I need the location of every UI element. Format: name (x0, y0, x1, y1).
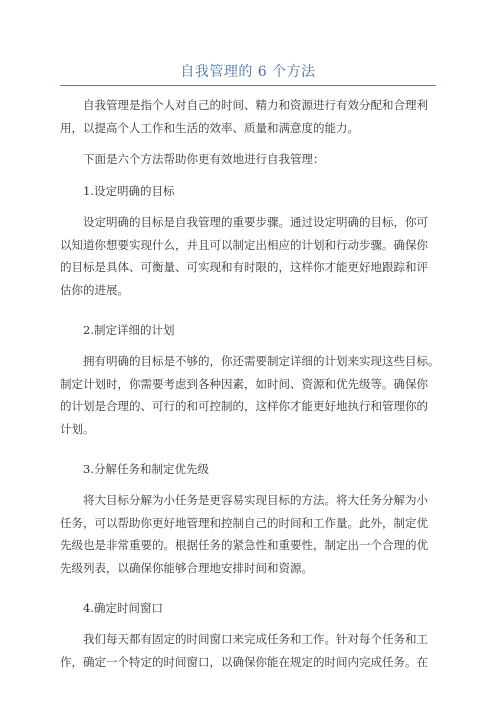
section-body-1 (60, 211, 438, 301)
intro-line: 自我管理是指个人对自己的时间、精力和资源进行有效分配和合理利 (83, 98, 428, 112)
body-line: 先级列表，以确保你能够合理地安排时间和资源。 (60, 560, 313, 575)
intro-paragraph (60, 94, 438, 139)
body-line: 计划。 (60, 421, 95, 436)
body-line: 设定明确的目标是自我管理的重要步骤。通过设定明确的目标，你可 (83, 215, 428, 229)
title-underline (60, 85, 436, 86)
body-line: 先级也是非常重要的。根据任务的紧急性和重要性，制定出一个合理的优 (60, 538, 428, 552)
body-line: 的计划是合理的、可行的和可控制的，这样你才能更好地执行和管理你的 (60, 399, 428, 413)
section-heading-4: 4.确定时间窗口 (83, 601, 163, 615)
body-line: 任务，可以帮助你更好地管理和控制自己的时间和工作量。此外，制定优 (60, 515, 428, 530)
section-heading-3: 3.分解任务和制定优先级 (83, 462, 209, 476)
section-heading-1: 1.设定明确的目标 (83, 184, 175, 198)
body-line: 以知道你想要实现什么，并且可以制定出相应的计划和行动步骤。确保你 (60, 237, 428, 252)
document-title: 自我管理的 6 个方法 (180, 64, 316, 80)
intro-line: 用，以提高个人工作和生活的效率、质量和满意度的能力。 (60, 120, 359, 135)
lead-paragraph (60, 148, 438, 171)
section-body-4 (60, 628, 438, 673)
body-line: 制定计划时，你需要考虑到各种因素，如时间、资源和优先级等。确保你 (60, 376, 428, 391)
lead-line: 下面是六个方法帮助你更有效地进行自我管理： (83, 152, 325, 166)
section-body-3 (60, 489, 438, 579)
section-body-2 (60, 350, 438, 440)
body-line: 估你的进展。 (60, 282, 129, 297)
body-line: 将大目标分解为小任务是更容易实现目标的方法。将大任务分解为小 (83, 493, 428, 507)
body-line: 作，确定一个特定的时间窗口，以确保你能在规定的时间内完成任务。在 (60, 654, 428, 669)
section-heading-2: 2.制定详细的计划 (83, 323, 175, 337)
body-line: 我们每天都有固定的时间窗口来完成任务和工作。针对每个任务和工 (83, 632, 428, 646)
body-line: 的目标是具体、可衡量、可实现和有时限的，这样你才能更好地跟踪和评 (60, 260, 428, 274)
body-line: 拥有明确的目标是不够的，你还需要制定详细的计划来实现这些目标。 (83, 354, 440, 368)
